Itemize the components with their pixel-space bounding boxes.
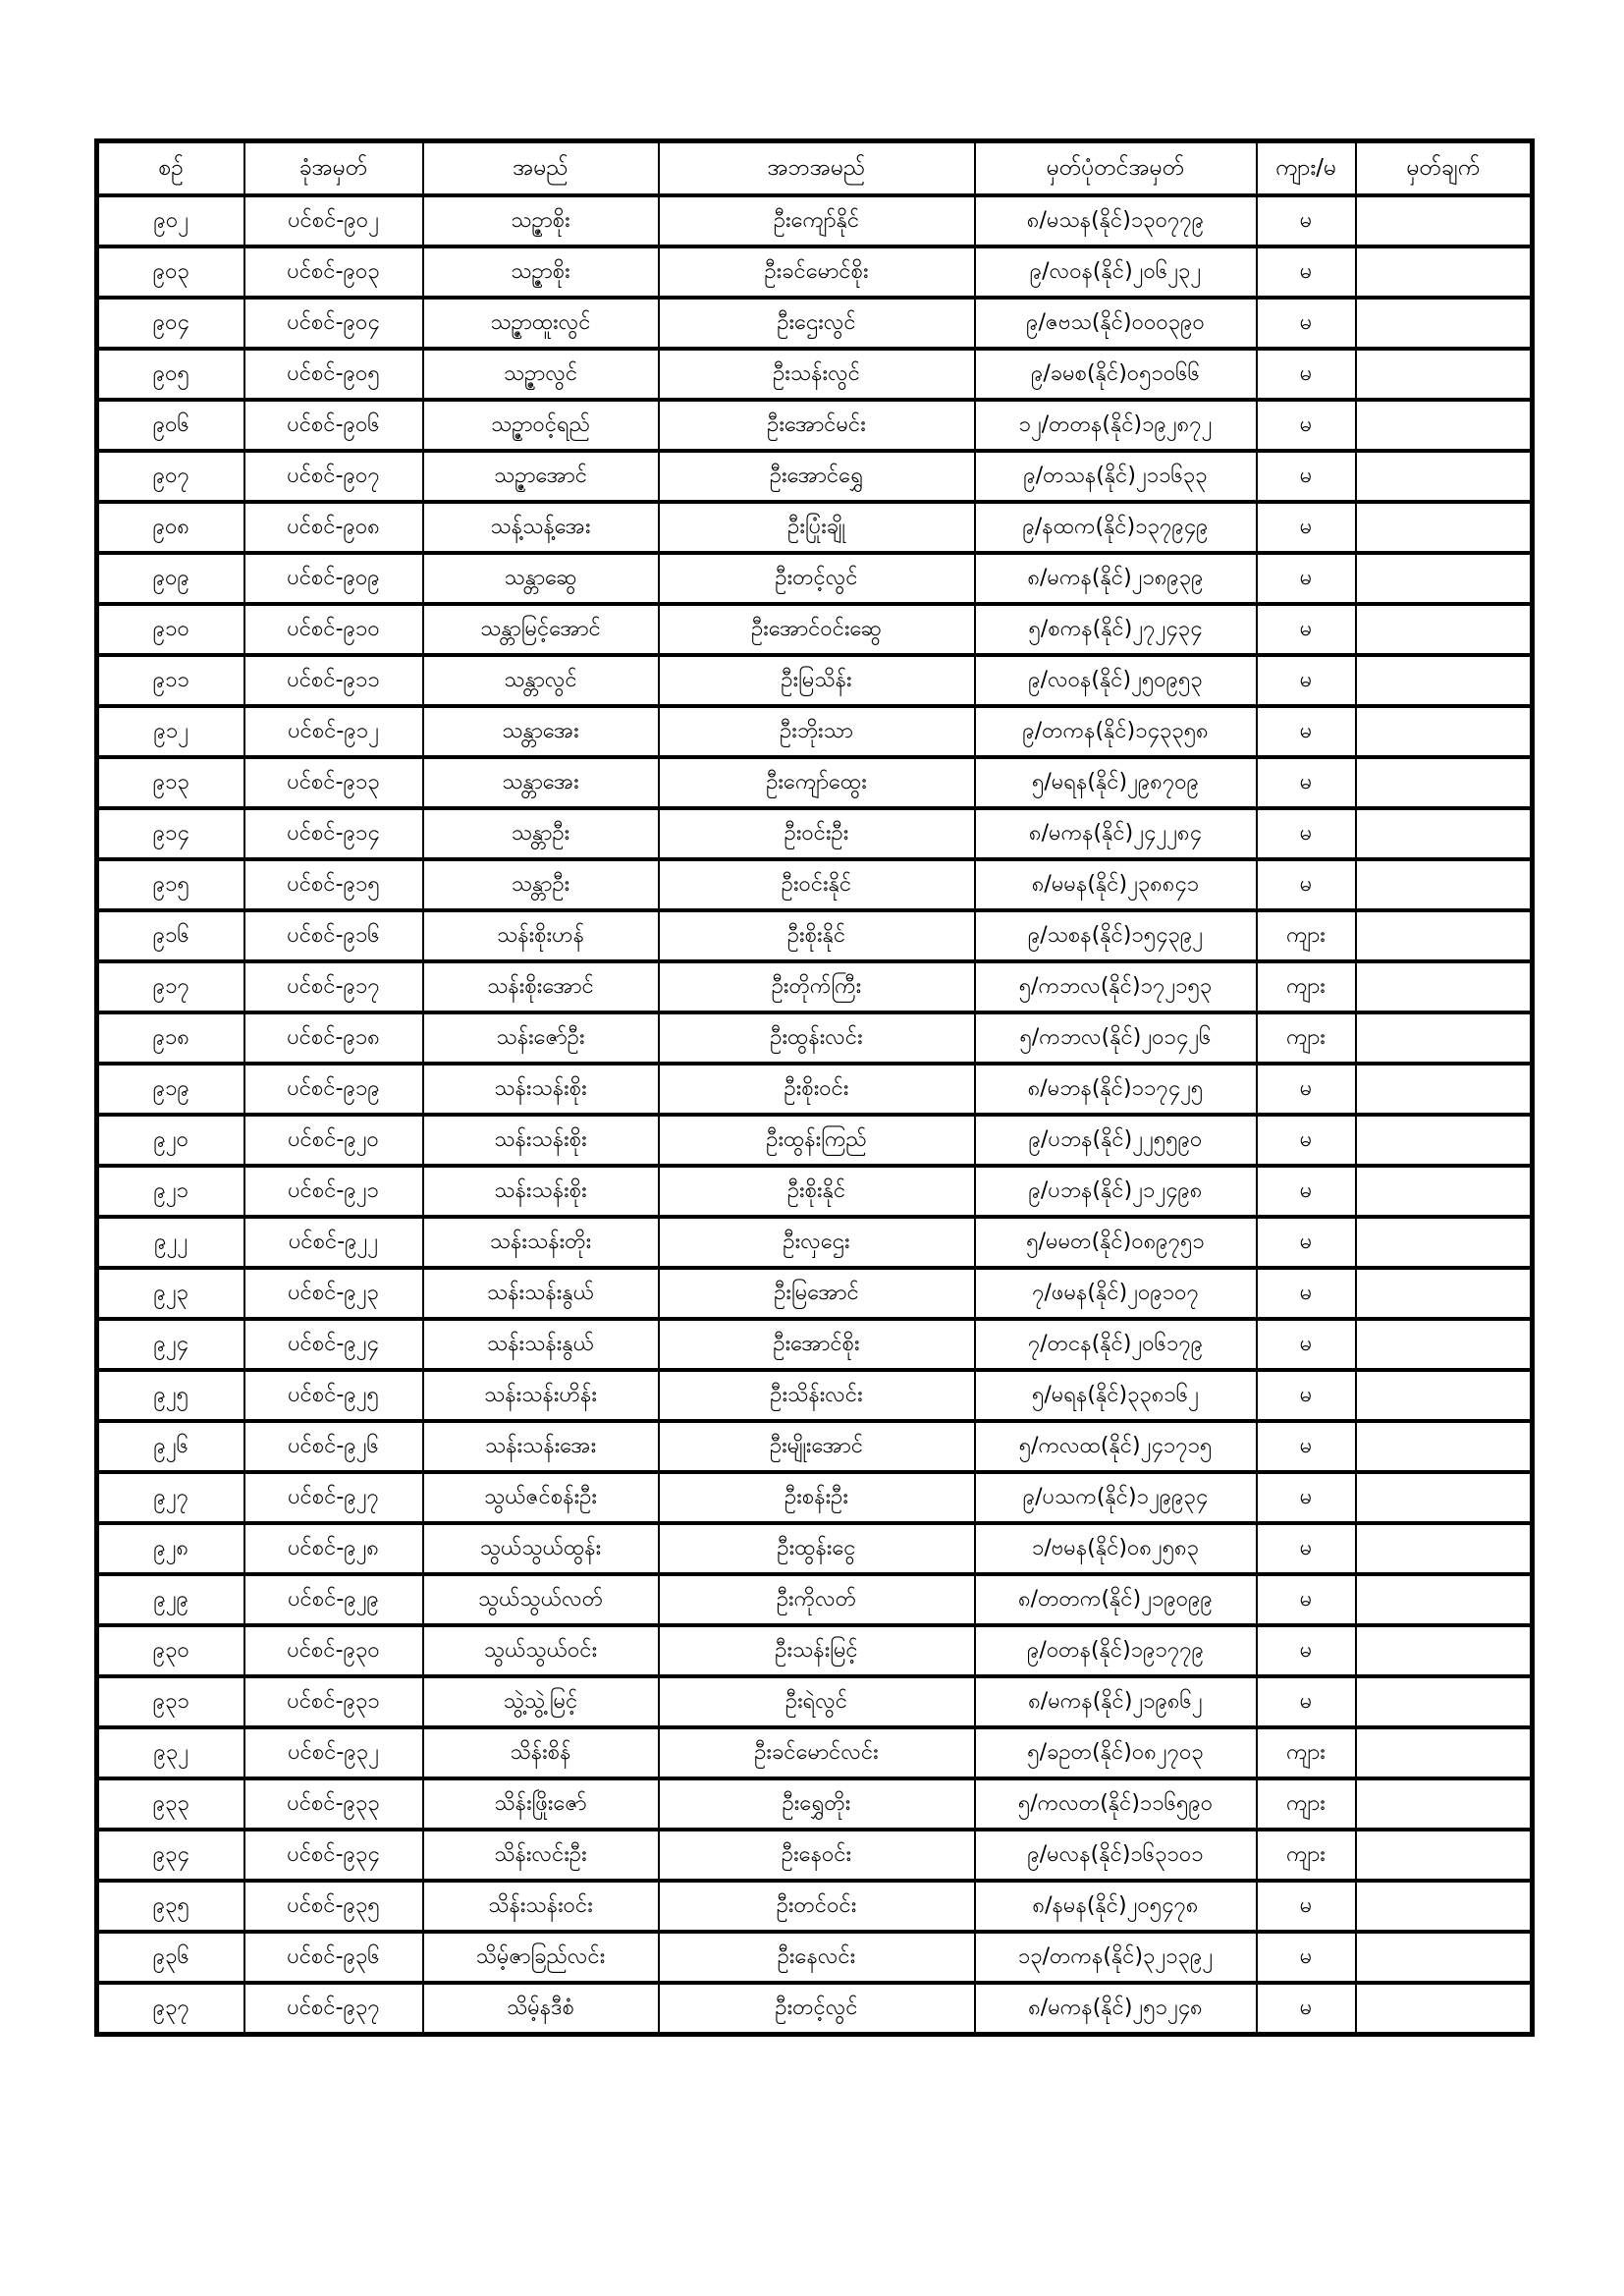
cell-no: ၉၀၂: [97, 195, 244, 246]
cell-name: သန္တာအေး: [423, 706, 659, 757]
cell-nrc: ၇/တငန(နိုင်)၂၀၆၁၇၉: [975, 1319, 1257, 1370]
cell-nrc: ၅/ကဘလ(နိုင်)၂၀၁၄၂၆: [975, 1012, 1257, 1064]
cell-remark: [1356, 1217, 1533, 1268]
cell-roll: ပင်စင်-၉၃၇: [244, 1983, 423, 2035]
cell-roll: ပင်စင်-၉၁၅: [244, 859, 423, 910]
cell-father: ဦးမြအောင်: [659, 1268, 975, 1319]
cell-name: သန်းစိုးဟန်: [423, 910, 659, 961]
cell-name: သိန်းစိန်: [423, 1727, 659, 1778]
cell-remark: [1356, 1268, 1533, 1319]
cell-name: သန်းသန်းစိုး: [423, 1115, 659, 1166]
cell-gender: မ: [1257, 195, 1356, 246]
cell-father: ဦးထွန်းငွေ: [659, 1523, 975, 1574]
table-row: [97, 655, 1533, 706]
cell-roll: ပင်စင်-၉၃၅: [244, 1881, 423, 1932]
cell-remark: [1356, 1881, 1533, 1932]
cell-roll: ပင်စင်-၉၂၆: [244, 1421, 423, 1472]
cell-roll: ပင်စင်-၉၁၀: [244, 604, 423, 655]
cell-no: ၉၀၆: [97, 400, 244, 451]
cell-gender: ကျား: [1257, 1727, 1356, 1778]
cell-no: ၉၁၅: [97, 859, 244, 910]
cell-nrc: ၈/မသန(နိုင်)၁၃၀၇၇၉: [975, 195, 1257, 246]
document-page: [94, 138, 1530, 2037]
cell-name: သဉ္ဇာစိုး: [423, 195, 659, 246]
cell-father: ဦးသန်းမြင့်: [659, 1625, 975, 1676]
cell-nrc: ၈/မမန(နိုင်)၂၃၈၈၄၁: [975, 859, 1257, 910]
cell-name: သန်းသန်းတိုး: [423, 1217, 659, 1268]
cell-gender: မ: [1257, 400, 1356, 451]
cell-gender: မ: [1257, 451, 1356, 502]
cell-no: ၉၃၇: [97, 1983, 244, 2035]
cell-father: ဦးမျိုးအောင်: [659, 1421, 975, 1472]
header-remark: မှတ်ချက်: [1356, 141, 1533, 196]
cell-nrc: ၉/တသန(နိုင်)၂၁၁၆၃၃: [975, 451, 1257, 502]
cell-no: ၉၁၁: [97, 655, 244, 706]
cell-name: သိမ့်ဇာခြည်လင်း: [423, 1932, 659, 1983]
cell-remark: [1356, 1064, 1533, 1115]
cell-name: သန့်သန့်အေး: [423, 502, 659, 553]
cell-nrc: ၈/တတက(နိုင်)၂၁၉၀၉၉: [975, 1574, 1257, 1625]
cell-father: ဦးသန်းလွင်: [659, 349, 975, 400]
cell-roll: ပင်စင်-၉၀၃: [244, 246, 423, 298]
table-row: [97, 1421, 1533, 1472]
cell-gender: ကျား: [1257, 961, 1356, 1012]
cell-name: သွယ်ဇင်စန်းဦး: [423, 1472, 659, 1523]
cell-no: ၉၃၄: [97, 1830, 244, 1881]
cell-roll: ပင်စင်-၉၂၂: [244, 1217, 423, 1268]
cell-no: ၉၂၇: [97, 1472, 244, 1523]
cell-no: ၉၀၄: [97, 298, 244, 349]
cell-remark: [1356, 451, 1533, 502]
cell-father: ဦးသိန်းလင်း: [659, 1370, 975, 1421]
cell-father: ဦးပြုံးချို: [659, 502, 975, 553]
table-row: [97, 1625, 1533, 1676]
cell-roll: ပင်စင်-၉၀၂: [244, 195, 423, 246]
table-row: [97, 451, 1533, 502]
header-father: အဘအမည်: [659, 141, 975, 196]
cell-gender: မ: [1257, 706, 1356, 757]
cell-remark: [1356, 298, 1533, 349]
cell-name: သန္တာဆွေ: [423, 553, 659, 604]
cell-roll: ပင်စင်-၉၃၀: [244, 1625, 423, 1676]
cell-father: ဦးတင့်လွင်: [659, 1983, 975, 2035]
cell-name: သန်းသန်းစိုး: [423, 1166, 659, 1217]
cell-gender: မ: [1257, 1625, 1356, 1676]
cell-nrc: ၉/ပဘန(နိုင်)၂၁၂၄၉၈: [975, 1166, 1257, 1217]
cell-gender: မ: [1257, 808, 1356, 859]
cell-roll: ပင်စင်-၉၃၁: [244, 1676, 423, 1727]
cell-no: ၉၁၄: [97, 808, 244, 859]
cell-father: ဦးနေဝင်း: [659, 1830, 975, 1881]
cell-no: ၉၁၃: [97, 757, 244, 808]
header-gender: ကျား/မ: [1257, 141, 1356, 196]
header-nrc: မှတ်ပုံတင်အမှတ်: [975, 141, 1257, 196]
cell-nrc: ၉/ပဘန(နိုင်)၂၂၅၅၉၀: [975, 1115, 1257, 1166]
cell-remark: [1356, 1932, 1533, 1983]
cell-nrc: ၉/ဝတန(နိုင်)၁၉၁၇၇၉: [975, 1625, 1257, 1676]
cell-no: ၉၁၇: [97, 961, 244, 1012]
cell-gender: မ: [1257, 655, 1356, 706]
cell-no: ၉၂၁: [97, 1166, 244, 1217]
cell-roll: ပင်စင်-၉၂၄: [244, 1319, 423, 1370]
cell-roll: ပင်စင်-၉၂၀: [244, 1115, 423, 1166]
cell-remark: [1356, 502, 1533, 553]
cell-gender: မ: [1257, 1932, 1356, 1983]
cell-nrc: ၉/ပသက(နိုင်)၁၂၉၉၃၄: [975, 1472, 1257, 1523]
cell-gender: မ: [1257, 298, 1356, 349]
table-row: [97, 400, 1533, 451]
header-name: အမည်: [423, 141, 659, 196]
cell-no: ၉၁၆: [97, 910, 244, 961]
cell-father: ဦးမြသိန်း: [659, 655, 975, 706]
cell-no: ၉၃၀: [97, 1625, 244, 1676]
table-row: [97, 1115, 1533, 1166]
table-row: [97, 757, 1533, 808]
table-row: [97, 1370, 1533, 1421]
cell-roll: ပင်စင်-၉၀၄: [244, 298, 423, 349]
cell-nrc: ၁၃/တကန(နိုင်)၃၂၁၃၉၂: [975, 1932, 1257, 1983]
cell-gender: ကျား: [1257, 910, 1356, 961]
cell-remark: [1356, 961, 1533, 1012]
cell-name: သန်းသန်းနွယ်: [423, 1319, 659, 1370]
cell-no: ၉၂၉: [97, 1574, 244, 1625]
cell-name: သဉ္ဇာဝင့်ရည်: [423, 400, 659, 451]
cell-nrc: ၈/မကန(နိုင်)၂၅၁၂၄၈: [975, 1983, 1257, 2035]
cell-nrc: ၉/မလန(နိုင်)၁၆၃၁၀၁: [975, 1830, 1257, 1881]
cell-father: ဦးခင်မောင်စိုး: [659, 246, 975, 298]
cell-father: ဦးလှဌေး: [659, 1217, 975, 1268]
table-row: [97, 808, 1533, 859]
cell-name: သွဲ့သွဲ့မြင့်: [423, 1676, 659, 1727]
cell-name: သန္တာဦး: [423, 808, 659, 859]
cell-gender: မ: [1257, 757, 1356, 808]
cell-no: ၉၁၈: [97, 1012, 244, 1064]
cell-gender: မ: [1257, 859, 1356, 910]
table-row: [97, 1983, 1533, 2035]
cell-no: ၉၃၃: [97, 1778, 244, 1830]
cell-no: ၉၀၅: [97, 349, 244, 400]
cell-no: ၉၂၂: [97, 1217, 244, 1268]
table-row: [97, 1932, 1533, 1983]
cell-roll: ပင်စင်-၉၁၁: [244, 655, 423, 706]
cell-nrc: ၈/နမန(နိုင်)၂၀၅၄၇၈: [975, 1881, 1257, 1932]
table-row: [97, 298, 1533, 349]
cell-name: သန်းသန်းအေး: [423, 1421, 659, 1472]
cell-gender: မ: [1257, 246, 1356, 298]
cell-father: ဦးဝင်းဦး: [659, 808, 975, 859]
cell-remark: [1356, 1778, 1533, 1830]
cell-gender: ကျား: [1257, 1830, 1356, 1881]
cell-roll: ပင်စင်-၉၂၈: [244, 1523, 423, 1574]
cell-nrc: ၉/ခမစ(နိုင်)၀၅၁၀၆၆: [975, 349, 1257, 400]
cell-gender: မ: [1257, 1166, 1356, 1217]
cell-remark: [1356, 757, 1533, 808]
cell-remark: [1356, 706, 1533, 757]
cell-father: ဦးရဲလွင်: [659, 1676, 975, 1727]
table-row: [97, 1523, 1533, 1574]
cell-roll: ပင်စင်-၉၀၅: [244, 349, 423, 400]
cell-no: ၉၃၅: [97, 1881, 244, 1932]
table-row: [97, 1472, 1533, 1523]
cell-no: ၉၂၀: [97, 1115, 244, 1166]
cell-no: ၉၂၃: [97, 1268, 244, 1319]
cell-gender: မ: [1257, 1523, 1356, 1574]
cell-roll: ပင်စင်-၉၁၇: [244, 961, 423, 1012]
cell-gender: မ: [1257, 1115, 1356, 1166]
cell-father: ဦးထွန်းကြည်: [659, 1115, 975, 1166]
cell-remark: [1356, 1574, 1533, 1625]
cell-remark: [1356, 604, 1533, 655]
cell-name: သဉ္ဇာအောင်: [423, 451, 659, 502]
table-row: [97, 349, 1533, 400]
cell-remark: [1356, 1370, 1533, 1421]
cell-roll: ပင်စင်-၉၃၃: [244, 1778, 423, 1830]
cell-no: ၉၂၆: [97, 1421, 244, 1472]
cell-nrc: ၈/မကန(နိုင်)၂၁၉၈၆၂: [975, 1676, 1257, 1727]
table-row: [97, 553, 1533, 604]
table-row: [97, 1012, 1533, 1064]
cell-roll: ပင်စင်-၉၀၉: [244, 553, 423, 604]
cell-roll: ပင်စင်-၉၁၃: [244, 757, 423, 808]
table-row: [97, 1727, 1533, 1778]
cell-name: သိန်းဖြိုးဇော်: [423, 1778, 659, 1830]
cell-remark: [1356, 1830, 1533, 1881]
cell-remark: [1356, 349, 1533, 400]
cell-nrc: ၅/ကလတ(နိုင်)၁၁၆၅၉၀: [975, 1778, 1257, 1830]
cell-roll: ပင်စင်-၉၃၆: [244, 1932, 423, 1983]
table-row: [97, 1064, 1533, 1115]
cell-remark: [1356, 1983, 1533, 2035]
cell-no: ၉၃၁: [97, 1676, 244, 1727]
cell-gender: မ: [1257, 1881, 1356, 1932]
cell-remark: [1356, 859, 1533, 910]
cell-no: ၉၀၃: [97, 246, 244, 298]
cell-nrc: ၅/ခဥတ(နိုင်)၀၈၂၇၀၃: [975, 1727, 1257, 1778]
cell-roll: ပင်စင်-၉၃၂: [244, 1727, 423, 1778]
cell-nrc: ၁၂/တတန(နိုင်)၁၉၂၈၇၂: [975, 400, 1257, 451]
cell-roll: ပင်စင်-၉၃၄: [244, 1830, 423, 1881]
cell-nrc: ၅/မရန(နိုင်)၂၉၈၇၀၉: [975, 757, 1257, 808]
pension-roster-table: [94, 138, 1535, 2037]
cell-remark: [1356, 1319, 1533, 1370]
cell-name: သွယ်သွယ်လတ်: [423, 1574, 659, 1625]
table-row: [97, 1778, 1533, 1830]
table-row: [97, 1676, 1533, 1727]
table-row: [97, 1574, 1533, 1625]
cell-nrc: ၈/မကန(နိုင်)၂၁၈၉၃၉: [975, 553, 1257, 604]
cell-roll: ပင်စင်-၉၀၇: [244, 451, 423, 502]
cell-father: ဦးအောင်ဝင်းဆွေ: [659, 604, 975, 655]
cell-gender: မ: [1257, 349, 1356, 400]
cell-nrc: ၅/ကဘလ(နိုင်)၁၇၂၁၅၃: [975, 961, 1257, 1012]
table-body: [97, 195, 1533, 2035]
cell-nrc: ၅/မမတ(နိုင်)၀၈၉၇၅၁: [975, 1217, 1257, 1268]
cell-name: သန်းဇော်ဦး: [423, 1012, 659, 1064]
cell-nrc: ၁/ဗမန(နိုင်)၀၈၂၅၈၃: [975, 1523, 1257, 1574]
cell-name: သန္တာအေး: [423, 757, 659, 808]
cell-father: ဦးဌေးလွင်: [659, 298, 975, 349]
cell-father: ဦးနေလင်း: [659, 1932, 975, 1983]
cell-nrc: ၇/ဖမန(နိုင်)၂၀၉၁၀၇: [975, 1268, 1257, 1319]
cell-name: သိန်းလင်းဦး: [423, 1830, 659, 1881]
cell-gender: မ: [1257, 1217, 1356, 1268]
cell-roll: ပင်စင်-၉၁၉: [244, 1064, 423, 1115]
cell-father: ဦးတင့်လွင်: [659, 553, 975, 604]
cell-remark: [1356, 1115, 1533, 1166]
table-row: [97, 604, 1533, 655]
cell-name: သွယ်သွယ်ထွန်း: [423, 1523, 659, 1574]
cell-remark: [1356, 553, 1533, 604]
cell-no: ၉၃၆: [97, 1932, 244, 1983]
cell-remark: [1356, 1676, 1533, 1727]
cell-remark: [1356, 1523, 1533, 1574]
cell-roll: ပင်စင်-၉၂၁: [244, 1166, 423, 1217]
cell-no: ၉၀၈: [97, 502, 244, 553]
cell-remark: [1356, 808, 1533, 859]
cell-father: ဦးစိုးဝင်း: [659, 1064, 975, 1115]
cell-name: သန်းသန်းစိုး: [423, 1064, 659, 1115]
cell-gender: မ: [1257, 1983, 1356, 2035]
cell-nrc: ၅/စကန(နိုင်)၂၇၂၄၃၄: [975, 604, 1257, 655]
cell-gender: မ: [1257, 1676, 1356, 1727]
cell-remark: [1356, 1421, 1533, 1472]
table-row: [97, 1217, 1533, 1268]
cell-remark: [1356, 910, 1533, 961]
cell-remark: [1356, 400, 1533, 451]
cell-name: သိန်းသန်းဝင်း: [423, 1881, 659, 1932]
cell-roll: ပင်စင်-၉၂၉: [244, 1574, 423, 1625]
cell-roll: ပင်စင်-၉၂၇: [244, 1472, 423, 1523]
cell-no: ၉၁၀: [97, 604, 244, 655]
table-row: [97, 1166, 1533, 1217]
table-row: [97, 1830, 1533, 1881]
cell-gender: မ: [1257, 1268, 1356, 1319]
cell-nrc: ၉/ဇဗသ(နိုင်)၀၀၀၃၉၀: [975, 298, 1257, 349]
cell-roll: ပင်စင်-၉၁၈: [244, 1012, 423, 1064]
cell-father: ဦးတင်ဝင်း: [659, 1881, 975, 1932]
cell-father: ဦးအောင်မင်း: [659, 400, 975, 451]
cell-remark: [1356, 1727, 1533, 1778]
cell-roll: ပင်စင်-၉၂၅: [244, 1370, 423, 1421]
table-row: [97, 910, 1533, 961]
cell-remark: [1356, 1472, 1533, 1523]
cell-name: သဉ္ဇာထူးလွင်: [423, 298, 659, 349]
table-header-row: [97, 141, 1533, 196]
cell-no: ၉၂၅: [97, 1370, 244, 1421]
cell-roll: ပင်စင်-၉၀၈: [244, 502, 423, 553]
table-row: [97, 1881, 1533, 1932]
cell-father: ဦးစိုးနိုင်: [659, 1166, 975, 1217]
table-row: [97, 246, 1533, 298]
cell-father: ဦးစိုးနိုင်: [659, 910, 975, 961]
cell-name: သန္တာဦး: [423, 859, 659, 910]
cell-nrc: ၉/တကန(နိုင်)၁၄၃၃၅၈: [975, 706, 1257, 757]
cell-gender: ကျား: [1257, 1778, 1356, 1830]
cell-gender: မ: [1257, 502, 1356, 553]
cell-name: သဉ္ဇာစိုး: [423, 246, 659, 298]
table-row: [97, 195, 1533, 246]
cell-father: ဦးဝင်းနိုင်: [659, 859, 975, 910]
cell-remark: [1356, 1625, 1533, 1676]
cell-nrc: ၅/ကလထ(နိုင်)၂၄၁၇၁၅: [975, 1421, 1257, 1472]
cell-roll: ပင်စင်-၉၁၆: [244, 910, 423, 961]
cell-gender: ကျား: [1257, 1012, 1356, 1064]
table-row: [97, 1319, 1533, 1370]
cell-father: ဦးတိုက်ကြီး: [659, 961, 975, 1012]
cell-gender: မ: [1257, 553, 1356, 604]
cell-name: သန်းသန်းဟိန်း: [423, 1370, 659, 1421]
cell-gender: မ: [1257, 1064, 1356, 1115]
cell-no: ၉၂၄: [97, 1319, 244, 1370]
cell-no: ၉၃၂: [97, 1727, 244, 1778]
cell-nrc: ၉/နထက(နိုင်)၁၃၇၉၄၉: [975, 502, 1257, 553]
cell-remark: [1356, 655, 1533, 706]
cell-gender: မ: [1257, 1574, 1356, 1625]
header-serial: စဉ်: [97, 141, 244, 196]
cell-nrc: ၉/လဝန(နိုင်)၂၀၆၂၃၂: [975, 246, 1257, 298]
cell-no: ၉၀၇: [97, 451, 244, 502]
cell-remark: [1356, 1166, 1533, 1217]
cell-father: ဦးအောင်စိုး: [659, 1319, 975, 1370]
cell-no: ၉၂၈: [97, 1523, 244, 1574]
table-row: [97, 502, 1533, 553]
table-row: [97, 961, 1533, 1012]
cell-gender: မ: [1257, 604, 1356, 655]
cell-remark: [1356, 195, 1533, 246]
cell-remark: [1356, 246, 1533, 298]
cell-roll: ပင်စင်-၉၂၃: [244, 1268, 423, 1319]
cell-nrc: ၈/မကန(နိုင်)၂၄၂၂၈၄: [975, 808, 1257, 859]
cell-father: ဦးကိုလတ်: [659, 1574, 975, 1625]
cell-father: ဦးကျော်နိုင်: [659, 195, 975, 246]
cell-name: သွယ်သွယ်ဝင်း: [423, 1625, 659, 1676]
cell-name: သန္တာမြင့်အောင်: [423, 604, 659, 655]
table-row: [97, 859, 1533, 910]
cell-name: သန္တာလွင်: [423, 655, 659, 706]
cell-roll: ပင်စင်-၉၀၆: [244, 400, 423, 451]
cell-gender: မ: [1257, 1472, 1356, 1523]
cell-name: သဉ္ဇာလွင်: [423, 349, 659, 400]
cell-name: သန်းစိုးအောင်: [423, 961, 659, 1012]
cell-gender: မ: [1257, 1421, 1356, 1472]
table-row: [97, 706, 1533, 757]
cell-father: ဦးစန်းဦး: [659, 1472, 975, 1523]
cell-father: ဦးကျော်ထွေး: [659, 757, 975, 808]
cell-gender: မ: [1257, 1370, 1356, 1421]
cell-father: ဦးခင်မောင်လင်း: [659, 1727, 975, 1778]
cell-no: ၉၁၂: [97, 706, 244, 757]
table-row: [97, 1268, 1533, 1319]
cell-nrc: ၉/လဝန(နိုင်)၂၅၀၉၅၃: [975, 655, 1257, 706]
cell-father: ဦးထွန်းလင်း: [659, 1012, 975, 1064]
cell-father: ဦးရွှေတိုး: [659, 1778, 975, 1830]
cell-no: ၉၀၉: [97, 553, 244, 604]
cell-no: ၉၁၉: [97, 1064, 244, 1115]
cell-nrc: ၉/သစန(နိုင်)၁၅၄၃၉၂: [975, 910, 1257, 961]
cell-father: ဦးဘိုးသာ: [659, 706, 975, 757]
cell-name: သန်းသန်းနွယ်: [423, 1268, 659, 1319]
cell-remark: [1356, 1012, 1533, 1064]
cell-father: ဦးအောင်ရွှေ: [659, 451, 975, 502]
cell-roll: ပင်စင်-၉၁၂: [244, 706, 423, 757]
header-roll-no: ခုံအမှတ်: [244, 141, 423, 196]
cell-gender: မ: [1257, 1319, 1356, 1370]
cell-name: သိမ့်နဒီစံ: [423, 1983, 659, 2035]
cell-nrc: ၅/မရန(နိုင်)၃၃၈၁၆၂: [975, 1370, 1257, 1421]
cell-nrc: ၈/မဘန(နိုင်)၁၁၇၄၂၅: [975, 1064, 1257, 1115]
cell-roll: ပင်စင်-၉၁၄: [244, 808, 423, 859]
